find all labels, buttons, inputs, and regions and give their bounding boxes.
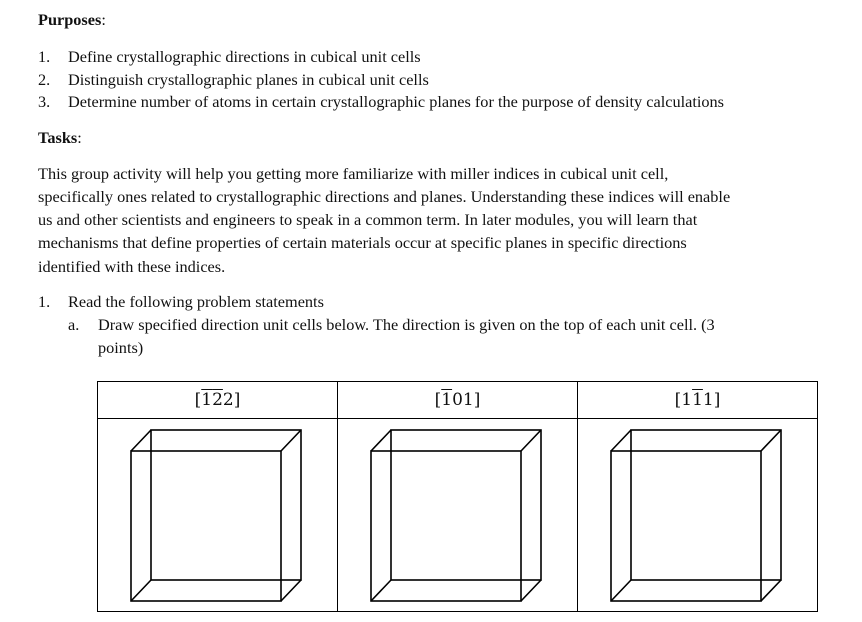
unit-cell-table xyxy=(97,381,818,612)
unit-cell-cell[interactable] xyxy=(578,419,818,612)
direction-label: [101] xyxy=(338,382,578,419)
direction-label: [122] xyxy=(98,382,338,419)
unit-cube-diagram xyxy=(130,427,306,603)
unit-cube-diagram xyxy=(610,427,786,603)
unit-cube-diagram xyxy=(370,427,546,603)
tasks-heading: Tasks: xyxy=(38,128,82,147)
purposes-heading: Purposes: xyxy=(38,10,106,29)
direction-label: [111] xyxy=(578,382,818,419)
unit-cell-cell[interactable] xyxy=(338,419,578,612)
unit-cell-cell[interactable] xyxy=(98,419,338,612)
